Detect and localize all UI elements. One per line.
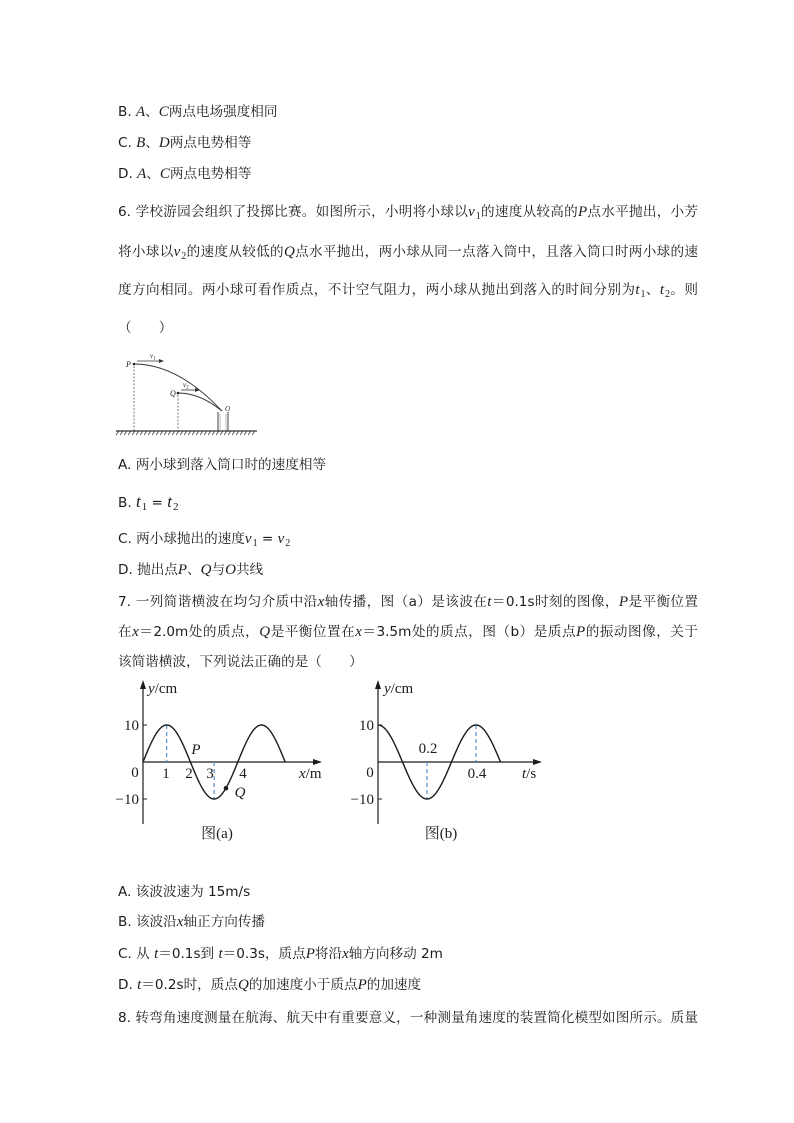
point-q-dot — [224, 786, 229, 791]
x-tick-label-3: 3 — [206, 766, 214, 782]
text-run: 、 — [146, 166, 160, 182]
x-tick-label-2: 2 — [185, 766, 193, 782]
t-axis-unit: /s — [526, 766, 537, 782]
text-run: 。则 — [670, 282, 699, 298]
text-run: 点水平抛出，小芳 — [587, 204, 699, 220]
text-run: D. — [118, 977, 138, 993]
math-variable: P — [578, 204, 588, 220]
math-variable: O — [225, 562, 236, 578]
text-run: 是平衡位置在 — [270, 624, 356, 640]
math-variable: $v_1$ — [244, 531, 258, 549]
q7-option-b — [118, 911, 265, 933]
math-variable: $t_2$ — [659, 282, 671, 300]
text-run: B. — [118, 495, 136, 511]
subscript: 1 — [640, 289, 646, 300]
text-run: 两点电势相等 — [169, 135, 252, 151]
text-run: 与 — [211, 562, 226, 578]
math-variable: x — [132, 624, 139, 640]
trajectory-q — [178, 393, 222, 411]
label-q: Q — [170, 389, 176, 398]
math-variable: P — [357, 977, 367, 993]
subscript: 2 — [172, 501, 179, 513]
label-v2-subscript: 2 — [186, 385, 189, 391]
velocity-arrowhead-v1 — [159, 359, 164, 363]
math-variable: Q — [237, 977, 249, 993]
math-variable: D — [158, 135, 170, 151]
t-axis-symbol: t — [522, 766, 527, 782]
vibration-graph-b — [345, 675, 555, 850]
math-variable: Q — [283, 244, 295, 260]
x-tick-label-1: 1 — [162, 766, 170, 782]
text-run: 将沿 — [314, 946, 343, 962]
text-run: 轴正方向传播 — [183, 914, 265, 930]
q6-stem-line-3 — [118, 279, 698, 301]
text-run: 是平衡位置 — [628, 594, 699, 610]
point-p-label: P — [191, 742, 201, 758]
math-variable: A — [137, 166, 147, 182]
t-tick-label-0-4: 0.4 — [467, 766, 487, 782]
q6-option-a — [118, 454, 326, 476]
text-run: 在 — [118, 624, 133, 640]
text-run: 的加速度小于质点 — [248, 977, 358, 993]
text-run: 将小球以 — [118, 244, 174, 260]
point-q-dot — [177, 392, 180, 395]
bucket — [218, 412, 228, 431]
subscript: 1 — [475, 211, 481, 222]
math-variable: $t_2$ — [167, 492, 179, 513]
label-p: P — [126, 360, 131, 369]
text-run: B. 该波沿 — [118, 914, 177, 930]
text-run: = — [147, 495, 168, 511]
text-run: ＝3.5m处的质点，图（b）是质点 — [361, 624, 577, 640]
text-run: 该简谐横波，下列说法正确的是（ ） — [118, 654, 363, 670]
math-variable: x — [176, 914, 184, 930]
math-variable: B — [136, 135, 146, 151]
label-o: O — [225, 405, 231, 413]
text-run: ＝0.3s，质点 — [222, 946, 306, 962]
text-run: 度方向相同。两小球可看作质点，不计空气阻力，两小球从抛出到落入的时间分别为 — [118, 282, 636, 298]
q6-stem-line-1 — [118, 201, 698, 223]
subscript: 2 — [665, 289, 671, 300]
y-tick-label-minus-10: −10 — [115, 792, 139, 808]
text-run: 、 — [645, 282, 660, 298]
y-tick-label-10: 10 — [124, 718, 139, 734]
label-v2 — [183, 381, 189, 391]
text-run: 轴传播，图（a）是该波在 — [324, 594, 488, 610]
text-run: 共线 — [235, 562, 264, 578]
y-axis-label — [382, 681, 413, 697]
label-v1-symbol: v — [150, 352, 154, 360]
origin-label: 0 — [131, 765, 139, 781]
text-run: ＝0.1s时刻的图像， — [491, 594, 619, 610]
math-variable: t — [487, 594, 492, 610]
figure-a-caption: 图(a) — [201, 826, 233, 842]
x-axis-label — [298, 766, 322, 782]
point-q-label: Q — [234, 785, 246, 801]
math-variable: t — [137, 977, 142, 993]
q6-option-b — [118, 491, 178, 513]
math-variable: Q — [259, 624, 271, 640]
math-variable: x — [317, 594, 325, 610]
text-run: 的振动图像，关于 — [585, 624, 699, 640]
label-v1-subscript: 1 — [153, 356, 156, 362]
point-p-dot — [133, 363, 136, 366]
prev-option-d — [118, 163, 251, 185]
q7-option-d — [118, 974, 421, 996]
origin-label: 0 — [366, 765, 374, 781]
x-tick-label-4: 4 — [239, 766, 247, 782]
text-run: （ ） — [118, 320, 173, 336]
t-axis-arrowhead — [533, 759, 542, 765]
math-variable: $v_2$ — [173, 244, 187, 262]
q6-answer-bracket — [118, 317, 172, 339]
label-v2-symbol: v — [183, 381, 187, 389]
math-variable: t — [218, 946, 223, 962]
y-axis-unit: /cm — [154, 681, 178, 697]
bucket-inner — [220, 414, 226, 431]
text-run: C. — [118, 135, 137, 151]
text-run: 、 — [187, 562, 201, 578]
q8-stem-line-1 — [118, 1007, 698, 1029]
projectile-figure — [110, 345, 265, 440]
y-axis-unit: /cm — [390, 681, 414, 697]
y-tick-label-minus-10: −10 — [350, 792, 374, 808]
text-run: 8. 转弯角速度测量在航海、航天中有重要意义，一种测量角速度的装置简化模型如图所示。质量 — [118, 1010, 698, 1026]
q7-stem-line-1 — [118, 591, 698, 613]
math-variable: $t_1$ — [635, 282, 646, 300]
y-axis-arrowhead — [375, 680, 381, 689]
text-run: 7. 一列简谐横波在均匀介质中沿 — [118, 594, 318, 610]
q7-option-c — [118, 943, 443, 965]
figure-b-caption: 图(b) — [424, 826, 458, 842]
t-axis-label — [522, 766, 536, 782]
q7-option-a — [118, 881, 250, 903]
x-axis-arrowhead — [313, 759, 322, 765]
math-variable: P — [576, 624, 586, 640]
text-run: D. 抛出点 — [118, 562, 178, 578]
text-run: 轴方向移动 2m — [348, 946, 443, 962]
text-run: 、 — [145, 104, 159, 120]
text-run: 的速度从较低的 — [186, 244, 284, 260]
text-run: ＝0.2s时，质点 — [141, 977, 238, 993]
y-axis-symbol: y — [148, 681, 155, 697]
math-variable: $v_1$ — [468, 204, 481, 222]
x-axis-unit: /m — [305, 766, 322, 782]
q6-option-d — [118, 559, 263, 581]
math-variable: C — [158, 104, 169, 120]
text-run: ＝2.0m处的质点， — [138, 624, 260, 640]
text-run: 两点电势相等 — [169, 166, 252, 182]
y-axis-arrowhead — [140, 680, 146, 689]
subscript: 1 — [141, 501, 148, 513]
text-run: C. 从 — [118, 946, 155, 962]
q7-stem-line-2 — [118, 621, 698, 643]
y-tick-label-10: 10 — [359, 718, 374, 734]
text-run: ＝0.1s到 — [158, 946, 219, 962]
text-run: = — [257, 531, 278, 547]
math-variable: $t_1$ — [135, 492, 148, 513]
text-run: B. — [118, 104, 136, 120]
math-variable: Q — [200, 562, 212, 578]
math-variable: t — [154, 946, 159, 962]
text-run: 的加速度 — [366, 977, 422, 993]
text-run: A. 两小球到落入筒口时的速度相等 — [118, 457, 327, 473]
math-variable: P — [177, 562, 188, 578]
subscript: 2 — [285, 538, 291, 549]
math-variable: $v_2$ — [277, 531, 291, 549]
math-variable: C — [159, 166, 170, 182]
text-run: 两点电场强度相同 — [168, 104, 278, 120]
prev-option-c — [118, 132, 251, 154]
q6-option-c — [118, 528, 290, 550]
text-run: 、 — [145, 135, 159, 151]
wave-graph-a — [110, 675, 335, 850]
x-axis-symbol: x — [299, 766, 306, 782]
subscript: 1 — [252, 538, 258, 549]
q6-stem-line-2 — [118, 241, 698, 263]
text-run: C. 两小球抛出的速度 — [118, 531, 245, 547]
text-run: D. — [118, 166, 138, 182]
math-variable: x — [355, 624, 362, 640]
y-axis-symbol: y — [384, 681, 391, 697]
label-v1 — [150, 352, 156, 362]
math-variable: A — [135, 104, 146, 120]
q7-stem-line-3 — [118, 651, 363, 673]
text-run: 点水平抛出，两小球从同一点落入筒中，且落入筒口时两小球的速 — [294, 244, 699, 260]
math-variable: P — [618, 594, 629, 610]
t-tick-label-0-2: 0.2 — [418, 741, 438, 757]
prev-option-b — [118, 101, 278, 123]
y-axis-label — [146, 681, 177, 697]
text-run: 的速度从较高的 — [480, 204, 578, 220]
text-run: A. 该波波速为 15m/s — [118, 884, 251, 900]
text-run: 6. 学校游园会组织了投掷比赛。如图所示，小明将小球以 — [118, 204, 469, 220]
math-variable: P — [305, 946, 315, 962]
math-variable: x — [342, 946, 349, 962]
subscript: 2 — [181, 251, 187, 262]
